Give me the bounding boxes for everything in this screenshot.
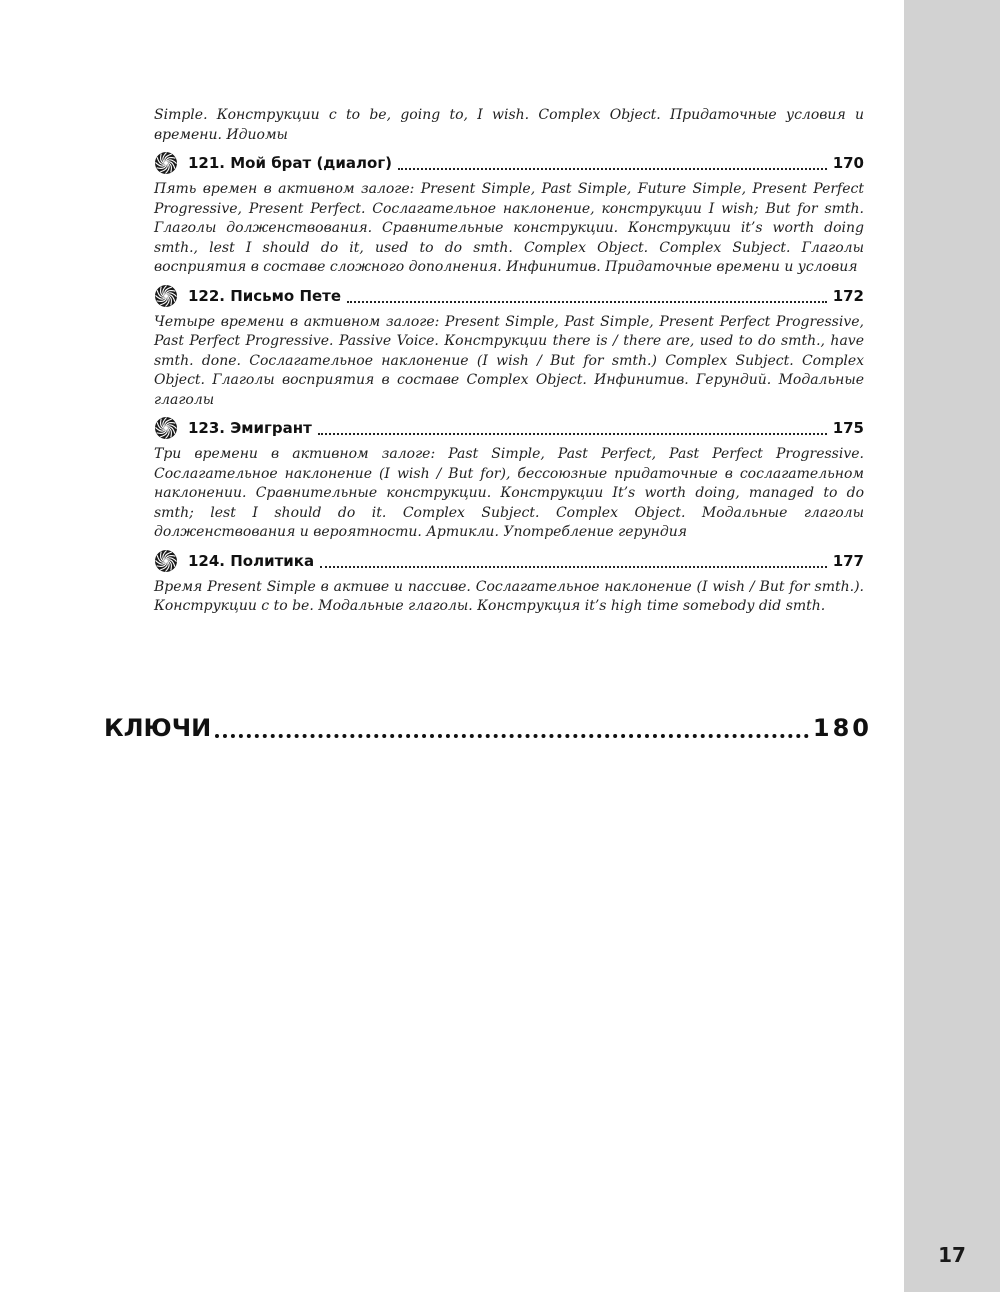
toc-entry-124 bbox=[154, 547, 864, 617]
toc-entry-heading[interactable] bbox=[154, 149, 864, 177]
lesson-page-number: 170 bbox=[832, 154, 864, 172]
toc-entry-121 bbox=[154, 149, 864, 278]
swirl-icon bbox=[154, 284, 178, 308]
continuation-description: Simple. Конструкции с to be, going to, I wish. Complex Object. Придаточные условия и времени. Идиомы bbox=[154, 107, 864, 143]
lesson-title: 123. Эмигрант bbox=[188, 419, 312, 437]
lesson-title: 124. Политика bbox=[188, 551, 315, 570]
toc-entry-122 bbox=[154, 282, 864, 411]
swirl-icon bbox=[154, 549, 178, 573]
dot-leader bbox=[318, 433, 827, 435]
toc-content bbox=[154, 106, 864, 617]
lesson-description: Четыре времени в активном залоге: Present Simple, Past Simple, Present Perfect Progressive, Past Perfect Progressive. Passive Voice. Конструкции there is / there are, used to do smth., have smth. done. Сослагательное наклонение (I wish / But for smth.) Complex Subject. Complex Object. Глаголы восприятия в составе Complex Object. Инфинитив. Герундий. Модальные глаголы bbox=[154, 313, 864, 408]
lesson-title: 122. Письмо Пете bbox=[188, 286, 342, 305]
side-strip bbox=[904, 0, 1000, 1292]
toc-entry-heading[interactable] bbox=[154, 414, 864, 442]
lesson-page-number: 172 bbox=[832, 286, 864, 305]
lesson-page-number: 175 bbox=[832, 419, 864, 437]
lesson-description: Время Present Simple в активе и пассиве. Сослагательное наклонение (I wish / But for smth.). Конструкции с to be. Модальные глаголы. Конструкция it’s high time somebody did smth. bbox=[154, 578, 864, 614]
toc-entry-keys[interactable] bbox=[104, 708, 872, 748]
page-number: 17 bbox=[938, 1243, 966, 1267]
dot-leader bbox=[320, 566, 827, 568]
dot-leader bbox=[215, 734, 809, 738]
dot-leader bbox=[398, 168, 827, 170]
keys-title: КЛЮЧИ bbox=[104, 714, 212, 742]
toc-entry-heading[interactable] bbox=[154, 547, 864, 575]
lesson-description: Три времени в активном залоге: Past Simple, Past Perfect, Past Perfect Progressive. Сослагательное наклонение (I wish / But for), бессоюзные придаточные в сослагательном наклонении. Сравнительные конструкции. Конструкции It’s worth doing, managed to do smth; lest I should do it. Complex Subject. Complex Object. Модальные глаголы долженствования и вероятности. Артикли. Употребление герундия bbox=[154, 446, 864, 540]
lesson-description: Пять времен в активном залоге: Present Simple, Past Simple, Future Simple, Present Perfect Progressive, Present Perfect. Сослагательное наклонение, конструкции I wish; But for smth. Глаголы долженствования. Сравнительные конструкции. Конструкции it’s worth doing smth., lest I should do it, used to do smth. Complex Object. Complex Subject. Глаголы восприятия в составе сложного дополнения. Инфинитив. Придаточные времени и условия bbox=[154, 181, 864, 275]
lesson-title: 121. Мой брат (диалог) bbox=[188, 154, 393, 172]
toc-entry-heading[interactable] bbox=[154, 282, 864, 310]
swirl-icon bbox=[154, 151, 178, 175]
toc-entry-123 bbox=[154, 414, 864, 543]
keys-page-number: 180 bbox=[812, 714, 872, 742]
lesson-page-number: 177 bbox=[832, 551, 864, 570]
dot-leader bbox=[347, 301, 827, 303]
swirl-icon bbox=[154, 416, 178, 440]
